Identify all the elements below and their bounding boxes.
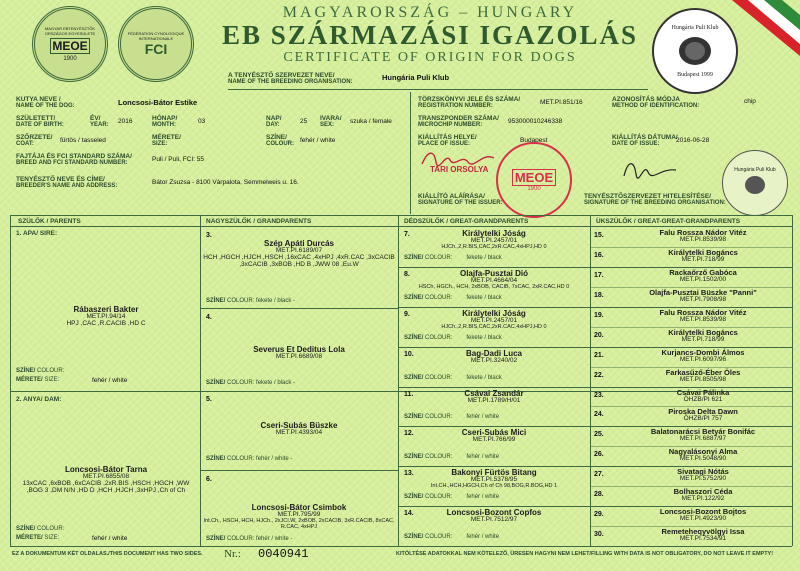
gp-5-number: 5. xyxy=(206,396,212,403)
meoe-seal-center: MEOE xyxy=(50,38,90,54)
great-8-colour-row: SZÍNE/ COLOUR: fekete / black xyxy=(404,295,502,301)
divider xyxy=(228,89,648,90)
gg-15-name: Falu Rossza Nádor Vitéz xyxy=(659,228,747,237)
gg-26-number: 26. xyxy=(594,451,604,458)
gp-4-name: Severus Et Deditus Lola xyxy=(253,345,345,354)
divider xyxy=(410,92,411,214)
great-great-grandparent-21 xyxy=(610,349,796,363)
great-grandparent-13 xyxy=(400,469,588,489)
sex-label: IVARA/ SEX: xyxy=(320,115,342,128)
great-13-colour: fehér / white xyxy=(466,494,500,500)
issue-place: Budapest xyxy=(520,137,548,144)
gg-26-name: Nagyalásonyi Alma xyxy=(668,447,738,456)
great-13-colour-row: SZÍNE/ COLOUR: fehér / white xyxy=(404,494,500,500)
great-11-colour-row: SZÍNE/ COLOUR: fehér / white xyxy=(404,414,500,420)
fci-seal-center: FCI xyxy=(144,41,168,57)
gg-30-reg: MET.PI.7534/91 xyxy=(679,535,727,542)
gg-15-reg: MET.PI.8539/98 xyxy=(679,236,727,243)
red-stamp-center: MEOE xyxy=(512,169,556,186)
month-label: HÓNAP/ MONTH: xyxy=(152,115,178,128)
sire-size-row: MÉRETE/ SIZE: xyxy=(16,377,60,383)
gp-divider xyxy=(200,308,398,309)
great-great-grandparent-20 xyxy=(610,329,796,343)
great-great-grandparent-26 xyxy=(610,448,796,462)
great-10-reg: MET.PI.3240/02 xyxy=(470,357,518,364)
issue-date-label: KIÁLLÍTÁS DÁTUMA/ DATE OF ISSUE: xyxy=(612,134,678,147)
chip-label: TRANSZPONDER SZÁMA/ MICROCHIP NUMBER: xyxy=(418,115,499,128)
header-divider xyxy=(10,226,792,227)
breeder-name-address: Bátor Zsuzsa - 8100 Várpalota, Semmelweis u. 16. xyxy=(152,179,299,186)
birth-month: 03 xyxy=(198,118,206,125)
great-12-number: 12. xyxy=(404,430,414,437)
gp-3-reg: MET.PI.6189/07 xyxy=(275,247,323,254)
org-signature xyxy=(620,156,680,182)
issuer-sign-label: KIÁLLÍTÓ ALÁÍRÁSA/ SIGNATURE OF THE ISSUER: xyxy=(418,193,503,206)
dam-titles: 13xCAC ,6xBOB ,6xCACIB ,2xR.BIS ,HSCH ,HGCH ,WW ,BOG 3 ,DM N/N ,HD D ,HCH ,HJCH ,3xHPJ ,Ch of Ch xyxy=(22,480,190,494)
gg-28-reg: MET.PI.122/92 xyxy=(681,495,725,502)
gg-28-number: 28. xyxy=(594,491,604,498)
gg-29-reg: MET.PI.4923/90 xyxy=(679,515,727,522)
gg-25-number: 25. xyxy=(594,431,604,438)
birth-day: 25 xyxy=(300,118,308,125)
gp-5-reg: MET.PI.4393/04 xyxy=(275,429,323,436)
great-great-grandparent-27 xyxy=(610,468,796,482)
great-grandparent-11 xyxy=(400,390,588,404)
great-7-reg: MET.PI.2457/01 xyxy=(470,237,518,244)
great-8-number: 8. xyxy=(404,271,410,278)
dog-colour: fehér / white xyxy=(300,137,336,144)
meoe-seal-year: 1900 xyxy=(63,56,77,62)
dog-coat: fürtös / tasseled xyxy=(60,137,106,144)
gg-16-name: Királytelki Bogáncs xyxy=(668,248,738,257)
gg-29-number: 29. xyxy=(594,511,604,518)
col-header-great-great: ÜKSZÜLŐK / GREAT-GREAT-GRANDPARENTS xyxy=(596,218,741,225)
club-seal-year: Budapest 1999 xyxy=(677,71,713,78)
gg-19-number: 19. xyxy=(594,312,604,319)
footer-filling-note: KITÖLTÉSE ADATOKKAL NEM KÖTELEZŐ, ÜRESEN HAGYNI NEM LEHET/FILLING WITH DATA IS NOT OBLIGATORY, DO NOT LEAVE IT EMPTY! xyxy=(396,551,774,557)
dog-name-label: KUTYA NEVE / NAME OF THE DOG: xyxy=(16,96,75,109)
fci-seal xyxy=(118,6,194,82)
serial-label: Nr.: xyxy=(224,548,241,560)
breed-label: FAJTÁJA ÉS FCI STANDARD SZÁMA/ BREED AND FCI STANDARD NUMBER: xyxy=(16,153,132,166)
great-13-name: Bakonyi Fürtös Bitang xyxy=(451,468,537,477)
breeder-label: TENYÉSZTŐ NEVE ÉS CÍME/ BREEDER'S NAME AND ADDRESS: xyxy=(16,176,118,189)
great-9-number: 9. xyxy=(404,311,410,318)
great-11-number: 11. xyxy=(404,391,414,398)
sire-reg: MET.PI.94/14 xyxy=(86,313,126,320)
great-great-grandparent-28 xyxy=(610,488,796,502)
gg-23-reg: ÖHZB/PI 621 xyxy=(683,396,723,403)
chip-number: 953000010246338 xyxy=(508,118,563,125)
great-7-titles: HJCh.,2,R.BIS,CAC,2xR.CAC,4xHPJ,HD 0 xyxy=(441,244,547,250)
grandparent-3 xyxy=(202,240,396,268)
gg-16-reg: MET.PI.718/99 xyxy=(681,256,725,263)
reg-number: MET.PI.851/16 xyxy=(540,99,583,106)
id-method-label: AZONOSÍTÁS MÓDJA METHOD OF IDENTIFICATION: xyxy=(612,96,700,109)
great-10-number: 10. xyxy=(404,351,414,358)
gg-30-number: 30. xyxy=(594,531,604,538)
great-great-grandparent-24 xyxy=(610,408,796,422)
gp-4-reg: MET.PI.6689/08 xyxy=(275,353,323,360)
serial-number: 0040941 xyxy=(258,547,309,561)
club-stamp-name: Hungária Puli Klub xyxy=(734,166,776,173)
gg-17-number: 17. xyxy=(594,272,604,279)
gg-23-number: 23. xyxy=(594,392,604,399)
sire-colour: fehér / white xyxy=(92,377,128,384)
gg-21-reg: MET.PI.6097/96 xyxy=(679,356,727,363)
gg-26-reg: MET.PI.5048/90 xyxy=(679,455,727,462)
great-divider xyxy=(398,387,590,388)
dam-reg: MET.PI.6855/08 xyxy=(82,473,130,480)
dog-breed: Puli / Puli, FCI: 55 xyxy=(152,156,205,163)
breeding-org-value: Hungária Puli Klub xyxy=(382,73,450,82)
gp-5-colour-row: SZÍNE/ COLOUR: fehér / white - xyxy=(206,456,293,462)
club-seal-name: Hungária Puli Klub xyxy=(671,24,719,31)
gg-19-reg: MET.PI.8539/98 xyxy=(679,316,727,323)
great-grandparent-10 xyxy=(400,350,588,364)
great-10-name: Bag-Dadi Luca xyxy=(465,349,522,358)
great-great-grandparent-18 xyxy=(610,289,796,303)
gg-20-name: Királytelki Bogáncs xyxy=(668,328,738,337)
great-great-grandparent-23 xyxy=(610,389,796,403)
gp-6-reg: MET.PI.795/99 xyxy=(277,511,321,518)
issue-date: 2016-06-28 xyxy=(676,137,710,144)
great-8-titles: HSCh, HGCh., HCH, 2xBOB, CACIB, 7xCAC, 2xR.CAC,HD 0 xyxy=(418,284,570,290)
great-great-grandparent-22 xyxy=(610,369,796,383)
dob-label: SZÜLETETT/ DATE OF BIRTH: xyxy=(16,115,64,128)
great-grandparent-9 xyxy=(400,310,588,330)
gp-3-colour-row: SZÍNE/ COLOUR: fekete / black - xyxy=(206,298,296,304)
great-great-grandparent-15 xyxy=(610,229,796,243)
gg-27-reg: MET.PI.5752/90 xyxy=(679,475,727,482)
reg-label: TÖRZSKÖNYVI JELE ÉS SZÁMA/ REGISTRATION NUMBER: xyxy=(418,96,521,109)
great-7-number: 7. xyxy=(404,231,410,238)
gp-6-colour: fehér / white - xyxy=(256,536,293,542)
col-header-parents: SZÜLŐK / PARENTS xyxy=(18,218,81,225)
gp-3-name: Szép Apáti Durcás xyxy=(264,239,334,248)
dam xyxy=(14,466,198,494)
gp-6-number: 6. xyxy=(206,476,212,483)
dog-sex: szuka / female xyxy=(350,118,392,125)
gg-18-name: Olajfa-Pusztai Büszke "Panni" xyxy=(649,288,757,297)
place-label: KIÁLLÍTÁS HELYE/ PLACE OF ISSUE: xyxy=(418,134,477,147)
great-great-grandparent-16 xyxy=(610,249,796,263)
great-divider xyxy=(398,506,590,507)
gg-18-reg: MET.PI.7908/98 xyxy=(679,296,727,303)
puli-dog-stamp-icon xyxy=(742,173,768,195)
column-divider xyxy=(398,215,399,546)
red-stamp xyxy=(496,142,572,218)
gp-3-number: 3. xyxy=(206,232,212,239)
colour-label: SZÍNE/ COLOUR: xyxy=(266,134,294,147)
great-8-colour: fekete / black xyxy=(466,295,502,301)
gg-24-name: Piroska Delta Dawn xyxy=(668,407,738,416)
fci-seal-ring-text: FÉDÉRATION CYNOLOGIQUE INTERNATIONALE xyxy=(127,31,185,41)
gp-6-colour-row: SZÍNE/ COLOUR: fehér / white - xyxy=(206,536,293,542)
gg-27-name: Sivatagi Nótás xyxy=(677,467,729,476)
gp-4-number: 4. xyxy=(206,314,212,321)
great-8-name: Olajfa-Pusztai Dió xyxy=(459,269,528,278)
year-label: ÉV/ YEAR: xyxy=(90,115,109,128)
gg-16-number: 16. xyxy=(594,252,604,259)
great-11-colour: fehér / white xyxy=(466,414,500,420)
grandparent-5 xyxy=(202,422,396,436)
gg-20-reg: MET.PI.718/99 xyxy=(681,336,725,343)
size-label: MÉRETE/ SIZE: xyxy=(152,134,181,147)
gg-25-reg: MET.PI.6887/97 xyxy=(679,435,727,442)
dam-size-row: MÉRETE/ SIZE: xyxy=(16,535,60,541)
great-12-reg: MET.PI.766/99 xyxy=(472,436,516,443)
table-top-border xyxy=(10,215,792,216)
gp-6-name: Loncsosi-Bátor Csimbok xyxy=(251,503,347,512)
gg-22-number: 22. xyxy=(594,372,604,379)
great-great-grandparent-19 xyxy=(610,309,796,323)
gg-23-name: Csávai Pálinka xyxy=(676,388,730,397)
great-divider xyxy=(398,466,590,467)
great-14-colour-row: SZÍNE/ COLOUR: fehér / white xyxy=(404,534,500,540)
dam-colour: fehér / white xyxy=(92,535,128,542)
great-13-number: 13. xyxy=(404,470,414,477)
red-stamp-year: 1900 xyxy=(527,185,541,192)
great-great-grandparent-30 xyxy=(610,528,796,542)
great-12-colour-row: SZÍNE/ COLOUR: fehér / white xyxy=(404,454,500,460)
coat-label: SZŐRZETE/ COAT: xyxy=(16,134,53,147)
club-stamp xyxy=(722,150,788,216)
birth-year: 2016 xyxy=(118,118,133,125)
great-great-grandparent-17 xyxy=(610,269,796,283)
great-13-reg: MET.PI.5378/95 xyxy=(470,476,518,483)
great-8-reg: MET.PI.4664/04 xyxy=(470,277,518,284)
great-14-number: 14. xyxy=(404,510,414,517)
column-divider xyxy=(200,215,201,546)
great-great-grandparent-29 xyxy=(610,508,796,522)
dam-colour-row: SZÍNE/ COLOUR: xyxy=(16,526,65,532)
great-grandparent-12 xyxy=(400,429,588,443)
gp-5-name: Cseri-Subás Büszke xyxy=(260,421,338,430)
great-7-colour: fekete / black xyxy=(466,255,502,261)
puli-club-seal xyxy=(652,8,738,94)
col-header-great: DÉDSZÜLŐK / GREAT-GRANDPARENTS xyxy=(404,218,529,225)
gg-15-number: 15. xyxy=(594,232,604,239)
gg-24-number: 24. xyxy=(594,411,604,418)
great-10-colour-row: SZÍNE/ COLOUR: fekete / black xyxy=(404,375,502,381)
gg-17-reg: MET.PI.1502/00 xyxy=(679,276,727,283)
country-title: MAGYARORSZÁG – HUNGARY xyxy=(282,4,578,21)
document-subtitle: CERTIFICATE OF ORIGIN FOR DOGS xyxy=(283,50,577,65)
great-7-name: Királytelki Jóság xyxy=(462,229,526,238)
great-divider xyxy=(398,347,590,348)
gg-30-name: Remeteheqyvölgyi Issa xyxy=(661,527,745,536)
great-7-colour-row: SZÍNE/ COLOUR: fekete / black xyxy=(404,255,502,261)
great-divider xyxy=(398,426,590,427)
org-cert-label: TENYÉSZTŐSZERVEZET HITELESÍTÉSE/ SIGNATURE OF THE BREEDING ORGANISATION: xyxy=(584,193,726,206)
gp-6-titles: Int.Ch., HSCH, HCH, HJCh., 2xJCI.W, 2xBOB, 2xCACIB, 3xR.CACIB, 8xCAC, R.CAC, 4xHPJ xyxy=(203,518,395,530)
id-method: chip xyxy=(744,98,756,105)
gg-22-name: Farkasűző-Éber Öles xyxy=(665,368,741,377)
great-14-name: Loncsosi-Bozont Copfos xyxy=(446,508,542,517)
puli-dog-icon xyxy=(675,31,715,67)
great-10-colour: fekete / black xyxy=(466,375,502,381)
gg-21-name: Kurjancs-Dombi Álmos xyxy=(661,348,745,357)
column-divider xyxy=(590,215,591,546)
great-9-colour: fekete / black xyxy=(466,335,502,341)
meoe-seal xyxy=(32,6,108,82)
dam-name: Loncsosi-Bátor Tarna xyxy=(64,465,148,474)
meoe-seal-ring-text: MAGYAR EBTENYÉSZTŐK ORSZÁGOS EGYESÜLETE xyxy=(44,26,96,36)
gg-29-name: Loncsosi-Bozont Bojtos xyxy=(659,507,747,516)
col-header-grandparents: NAGYSZÜLŐK / GRANDPARENTS xyxy=(206,218,312,225)
grandparent-6 xyxy=(202,504,396,530)
gp-divider xyxy=(200,470,398,471)
gg-18-number: 18. xyxy=(594,292,604,299)
great-9-name: Királytelki Jóság xyxy=(462,309,526,318)
great-14-colour: fehér / white xyxy=(466,534,500,540)
dam-label: 2. ANYA/ DAM: xyxy=(16,396,62,403)
footer-two-sides: EZ A DOKUMENTUM KÉT OLDALAS./THIS DOCUMENT HAS TWO SIDES. xyxy=(12,551,203,557)
great-great-grandparent-25 xyxy=(610,428,796,442)
gp-4-colour: fekete / black - xyxy=(256,380,296,386)
day-label: NAP/ DAY: xyxy=(266,115,282,128)
great-9-titles: HJCh.,2,R.BIS,CAC,2xR.CAC,4xHPJ,HD 0 xyxy=(441,324,547,330)
great-grandparent-8 xyxy=(400,270,588,290)
gg-25-name: Balatonarácsi Betyár Bonifác xyxy=(650,427,756,436)
sire-titles: HPJ ,CAC ,R.CACIB ,HD C xyxy=(66,320,146,327)
great-divider xyxy=(398,307,590,308)
dog-name: Loncsosi-Bátor Estike xyxy=(118,98,198,107)
gp-4-colour-row: SZÍNE/ COLOUR: fekete / black - xyxy=(206,380,296,386)
great-divider xyxy=(398,267,590,268)
great-14-reg: MET.PI.7512/97 xyxy=(470,516,518,523)
gg-17-name: Rackaőrző Gabóca xyxy=(669,268,737,277)
gg-21-number: 21. xyxy=(594,352,604,359)
document-title: EB SZÁRMAZÁSI IGAZOLÁS xyxy=(221,20,639,50)
sire-colour-row: SZÍNE/ COLOUR: xyxy=(16,368,65,374)
great-11-reg: MET.PI.1789/H/01 xyxy=(467,397,521,404)
breeding-org-label: A TENYÉSZTŐ SZERVEZET NEVE/ NAME OF THE BREEDING ORGANISATION: xyxy=(228,72,353,85)
gp-5-colour: fehér / white - xyxy=(256,456,293,462)
gg-19-name: Falu Rossza Nádor Vitéz xyxy=(659,308,747,317)
great-11-name: Csávai Zsandár xyxy=(464,389,524,398)
sire xyxy=(14,306,198,327)
gg-24-reg: ÖHZB/PI 757 xyxy=(683,415,723,422)
gg-28-name: Bolhaszori Céda xyxy=(673,487,733,496)
great-9-reg: MET.PI.2457/01 xyxy=(470,317,518,324)
gp-3-titles: HCH ,HGCH ,HJCH ,HSCH ,16xCAC ,4xHPJ ,4xR.CAC ,3xCACIB ,3xCACIB ,3xBOB ,HD B ,JWW 08 ,Eu.W xyxy=(203,254,395,268)
great-grandparent-7 xyxy=(400,230,588,250)
table-bottom-border xyxy=(10,546,792,547)
great-grandparent-14 xyxy=(400,509,588,523)
grandparent-4 xyxy=(202,346,396,360)
great-12-colour: fehér / white xyxy=(466,454,500,460)
gg-22-reg: MET.PI.8505/98 xyxy=(679,376,727,383)
issuer-name: TARI ORSOLYA xyxy=(430,165,489,174)
gg-20-number: 20. xyxy=(594,332,604,339)
great-12-name: Cseri-Subás Mici xyxy=(461,428,527,437)
sire-name: Rábaszeri Bakter xyxy=(73,305,139,314)
gg-27-number: 27. xyxy=(594,471,604,478)
great-9-colour-row: SZÍNE/ COLOUR: fekete / black xyxy=(404,335,502,341)
table-left-border xyxy=(10,215,11,546)
sire-label: 1. APA/ SIRE: xyxy=(16,230,58,237)
gp-3-colour: fekete / black - xyxy=(256,298,296,304)
great-13-titles: Int.CH.,HCH,HGCH,Ch of Ch 98,BOG,R.BOG,HD 1 xyxy=(430,483,558,489)
